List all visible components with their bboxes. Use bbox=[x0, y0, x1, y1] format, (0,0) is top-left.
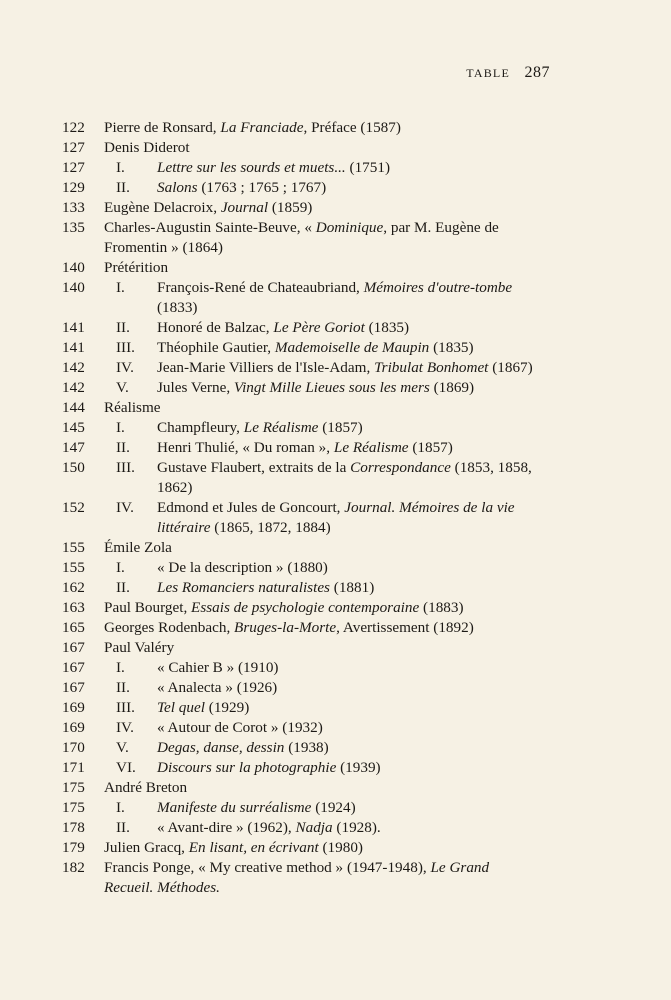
toc-roman-numeral: III. bbox=[116, 699, 135, 716]
toc-page-number: 145 bbox=[62, 419, 85, 436]
toc-roman-numeral: I. bbox=[116, 659, 125, 676]
toc-entry bbox=[62, 278, 542, 318]
toc-roman-numeral: IV. bbox=[116, 719, 134, 736]
toc-page-number: 175 bbox=[62, 779, 85, 796]
toc-page-number: 140 bbox=[62, 259, 85, 276]
toc-entry bbox=[62, 678, 542, 698]
toc-entry-title: Prétérition bbox=[104, 259, 169, 276]
toc-page-number: 140 bbox=[62, 279, 85, 296]
toc-page-number: 133 bbox=[62, 199, 85, 216]
toc-page-number: 142 bbox=[62, 359, 85, 376]
toc-page-number: 169 bbox=[62, 699, 85, 716]
toc-entry bbox=[62, 558, 542, 578]
toc-roman-numeral: II. bbox=[116, 679, 130, 696]
toc-entry bbox=[62, 818, 542, 838]
toc-entry-title: « De la description » (1880) bbox=[157, 559, 328, 576]
toc-entry-title: Charles-Augustin Sainte-Beuve, « Dominique, par M. Eugène de Fromentin » (1864) bbox=[104, 219, 499, 256]
toc-entry bbox=[62, 358, 542, 378]
toc-entry bbox=[62, 618, 542, 638]
toc-roman-numeral: II. bbox=[116, 439, 130, 456]
toc-page-number: 171 bbox=[62, 759, 85, 776]
toc-page-number: 144 bbox=[62, 399, 85, 416]
toc-page-number: 129 bbox=[62, 179, 85, 196]
toc-entry-title: Théophile Gautier, Mademoiselle de Maupin (1835) bbox=[157, 339, 474, 356]
toc-page-number: 142 bbox=[62, 379, 85, 396]
toc-page-number: 167 bbox=[62, 679, 85, 696]
toc-entry-title: Henri Thulié, « Du roman », Le Réalisme (1857) bbox=[157, 439, 453, 456]
toc-roman-numeral: I. bbox=[116, 419, 125, 436]
toc-entry bbox=[62, 598, 542, 618]
toc-page-number: 150 bbox=[62, 459, 85, 476]
toc-entry bbox=[62, 778, 542, 798]
toc-roman-numeral: I. bbox=[116, 159, 125, 176]
toc-roman-numeral: I. bbox=[116, 279, 125, 296]
toc-entry bbox=[62, 438, 542, 458]
toc-entry-title: « Analecta » (1926) bbox=[157, 679, 278, 696]
toc-entry-title: Georges Rodenbach, Bruges-la-Morte, Avertissement (1892) bbox=[104, 619, 474, 636]
toc-roman-numeral: II. bbox=[116, 579, 130, 596]
toc-entry bbox=[62, 838, 542, 858]
toc-entry bbox=[62, 718, 542, 738]
toc-entry bbox=[62, 158, 542, 178]
toc-entry bbox=[62, 378, 542, 398]
toc-page-number: 135 bbox=[62, 219, 85, 236]
toc-entry bbox=[62, 858, 542, 898]
toc-entry-title: Degas, danse, dessin (1938) bbox=[157, 739, 329, 756]
toc-entry bbox=[62, 318, 542, 338]
toc-entry-title: Jean-Marie Villiers de l'Isle-Adam, Tribulat Bonhomet (1867) bbox=[157, 359, 533, 376]
toc-entry-title: Francis Ponge, « My creative method » (1947-1948), Le Grand Recueil. Méthodes. bbox=[104, 859, 490, 896]
toc-entry-title: Edmond et Jules de Goncourt, Journal. Mémoires de la vie littéraire (1865, 1872, 1884) bbox=[157, 499, 515, 536]
toc-page-number: 167 bbox=[62, 659, 85, 676]
toc-page-number: 175 bbox=[62, 799, 85, 816]
toc-entry-title: Réalisme bbox=[104, 399, 161, 416]
toc-page-number: 179 bbox=[62, 839, 85, 856]
section-title: TABLE bbox=[466, 66, 510, 80]
toc-roman-numeral: I. bbox=[116, 559, 125, 576]
toc-entry bbox=[62, 258, 542, 278]
toc-entry-title: Denis Diderot bbox=[104, 139, 190, 156]
toc-entry bbox=[62, 118, 542, 138]
toc-page-number: 147 bbox=[62, 439, 85, 456]
toc-roman-numeral: I. bbox=[116, 799, 125, 816]
toc-entry-title: « Avant-dire » (1962), Nadja (1928). bbox=[157, 819, 381, 836]
toc-entry bbox=[62, 738, 542, 758]
toc-page-number: 141 bbox=[62, 339, 85, 356]
toc-roman-numeral: V. bbox=[116, 739, 129, 756]
toc-entry-title: Les Romanciers naturalistes (1881) bbox=[157, 579, 375, 596]
toc-page-number: 155 bbox=[62, 539, 85, 556]
toc-entry bbox=[62, 338, 542, 358]
toc-page-number: 165 bbox=[62, 619, 85, 636]
toc-entry bbox=[62, 418, 542, 438]
toc-entry-title: « Cahier B » (1910) bbox=[157, 659, 279, 676]
toc-entry bbox=[62, 398, 542, 418]
toc-entry-title: Salons (1763 ; 1765 ; 1767) bbox=[157, 179, 327, 196]
toc-entry bbox=[62, 578, 542, 598]
toc-roman-numeral: III. bbox=[116, 339, 135, 356]
toc-entry bbox=[62, 698, 542, 718]
toc-entry-title: Julien Gracq, En lisant, en écrivant (1980) bbox=[104, 839, 363, 856]
toc-entry-title: Champfleury, Le Réalisme (1857) bbox=[157, 419, 363, 436]
toc-page-number: 182 bbox=[62, 859, 85, 876]
toc-page-number: 163 bbox=[62, 599, 85, 616]
toc-entry-title: Lettre sur les sourds et muets... (1751) bbox=[157, 159, 391, 176]
toc-page-number: 122 bbox=[62, 119, 85, 136]
toc-roman-numeral: II. bbox=[116, 179, 130, 196]
toc-page-number: 155 bbox=[62, 559, 85, 576]
toc-page-number: 141 bbox=[62, 319, 85, 336]
toc-entry-title: André Breton bbox=[104, 779, 188, 796]
toc-page-number: 170 bbox=[62, 739, 85, 756]
toc-entry-title: Jules Verne, Vingt Mille Lieues sous les mers (1869) bbox=[157, 379, 475, 396]
running-header bbox=[466, 64, 550, 82]
page-number: 287 bbox=[524, 64, 550, 81]
toc-entry bbox=[62, 638, 542, 658]
toc-entry bbox=[62, 198, 542, 218]
toc-page-number: 178 bbox=[62, 819, 85, 836]
toc-page-number: 162 bbox=[62, 579, 85, 596]
toc-entry-title: François-René de Chateaubriand, Mémoires d'outre-tombe (1833) bbox=[157, 279, 513, 316]
toc-roman-numeral: VI. bbox=[116, 759, 136, 776]
toc-entry bbox=[62, 458, 542, 498]
toc-entry bbox=[62, 758, 542, 778]
toc-entry-title: Eugène Delacroix, Journal (1859) bbox=[104, 199, 313, 216]
toc-entry bbox=[62, 498, 542, 538]
toc-roman-numeral: IV. bbox=[116, 359, 134, 376]
toc-page-number: 152 bbox=[62, 499, 85, 516]
toc-entry-title: Paul Bourget, Essais de psychologie contemporaine (1883) bbox=[104, 599, 464, 616]
toc-roman-numeral: II. bbox=[116, 319, 130, 336]
toc-roman-numeral: V. bbox=[116, 379, 129, 396]
toc-roman-numeral: III. bbox=[116, 459, 135, 476]
toc-entry-title: Honoré de Balzac, Le Père Goriot (1835) bbox=[157, 319, 410, 336]
toc-entry-title: Gustave Flaubert, extraits de la Correspondance (1853, 1858, 1862) bbox=[157, 459, 532, 496]
table-of-contents bbox=[62, 118, 542, 898]
toc-page-number: 127 bbox=[62, 159, 85, 176]
toc-page-number: 127 bbox=[62, 139, 85, 156]
toc-entry-title: Paul Valéry bbox=[104, 639, 175, 656]
toc-page-number: 167 bbox=[62, 639, 85, 656]
toc-entry bbox=[62, 798, 542, 818]
toc-roman-numeral: II. bbox=[116, 819, 130, 836]
toc-page-number: 169 bbox=[62, 719, 85, 736]
toc-entry bbox=[62, 538, 542, 558]
toc-roman-numeral: IV. bbox=[116, 499, 134, 516]
toc-entry-title: Pierre de Ronsard, La Franciade, Préface (1587) bbox=[104, 119, 401, 136]
toc-entry-title: Manifeste du surréalisme (1924) bbox=[157, 799, 356, 816]
toc-entry-title: Discours sur la photographie (1939) bbox=[157, 759, 381, 776]
toc-entry-title: Émile Zola bbox=[104, 539, 172, 556]
toc-entry bbox=[62, 218, 542, 258]
toc-entry bbox=[62, 178, 542, 198]
toc-entry-title: « Autour de Corot » (1932) bbox=[157, 719, 323, 736]
toc-entry bbox=[62, 138, 542, 158]
toc-entry-title: Tel quel (1929) bbox=[157, 699, 250, 716]
toc-entry bbox=[62, 658, 542, 678]
